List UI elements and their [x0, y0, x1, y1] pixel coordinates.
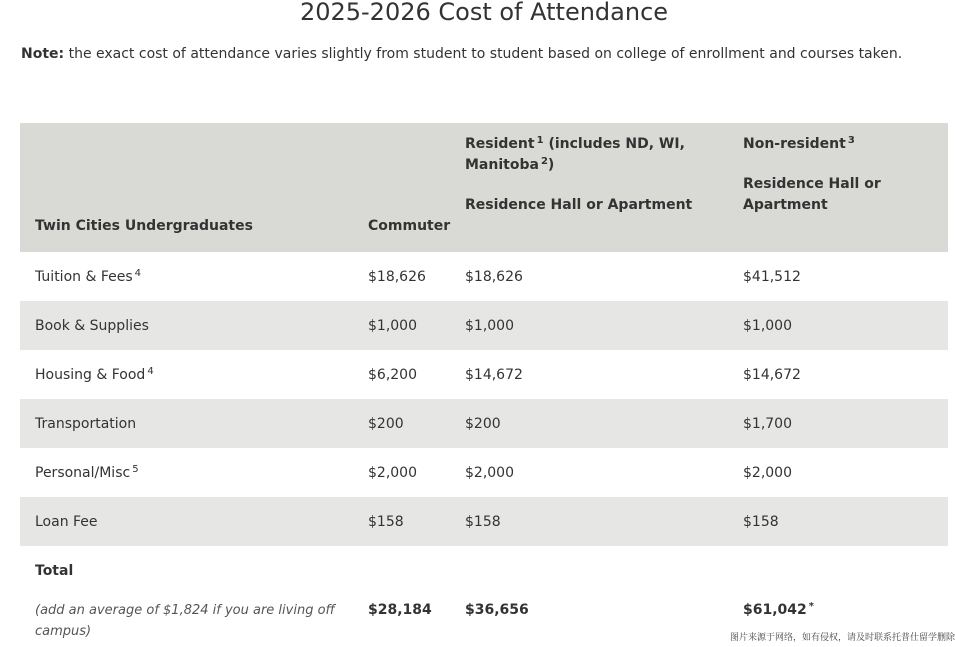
total-note: (add an average of $1,824 if you are living off campus) — [35, 603, 335, 639]
total-commuter: $28,184 — [353, 595, 459, 645]
footnote-3: 3 — [847, 135, 855, 146]
note-label: Note: — [21, 46, 65, 62]
table-row: Transportation $200 $200 $1,700 — [20, 399, 948, 448]
header-commuter: Commuter — [353, 123, 459, 252]
note — [21, 44, 902, 64]
header-nonresident: Non-resident $^3$ Residence Hall or Apartment — [738, 123, 948, 252]
footnote-2: 2 — [540, 156, 548, 167]
cost-of-attendance-table — [20, 123, 948, 645]
table-row: Tuition & Fees $^4$ $18,626 $18,626 $41,512 — [20, 252, 948, 301]
table-header-row — [20, 123, 948, 252]
table-row: Loan Fee $158 $158 $158 — [20, 497, 948, 546]
header-resident: Resident $^1$ (includes ND, WI, Manitoba $^2$) Residence Hall or Apartment — [459, 123, 738, 252]
table-row: Housing & Food $^4$ $6,200 $14,672 $14,672 — [20, 350, 948, 399]
total-label-row — [20, 546, 948, 595]
total-label: Total — [20, 546, 948, 595]
header-undergraduates: Twin Cities Undergraduates — [20, 123, 353, 252]
table-row: Book & Supplies $1,000 $1,000 $1,000 — [20, 301, 948, 350]
total-asterisk: * — [808, 601, 814, 612]
note-text: the exact cost of attendance varies slightly from student to student based on college of enrollment and courses taken. — [68, 46, 903, 62]
table-row: Personal/Misc $^5$ $2,000 $2,000 $2,000 — [20, 448, 948, 497]
watermark: 图片来源于网络，如有侵权，请及时联系托普仕留学删除 — [729, 633, 955, 643]
total-resident: $36,656 — [459, 595, 738, 645]
footnote-1: 1 — [536, 135, 544, 146]
page-title: 2025-2026 Cost of Attendance — [299, 0, 669, 26]
total-nonresident: $61,042 * — [738, 595, 948, 645]
